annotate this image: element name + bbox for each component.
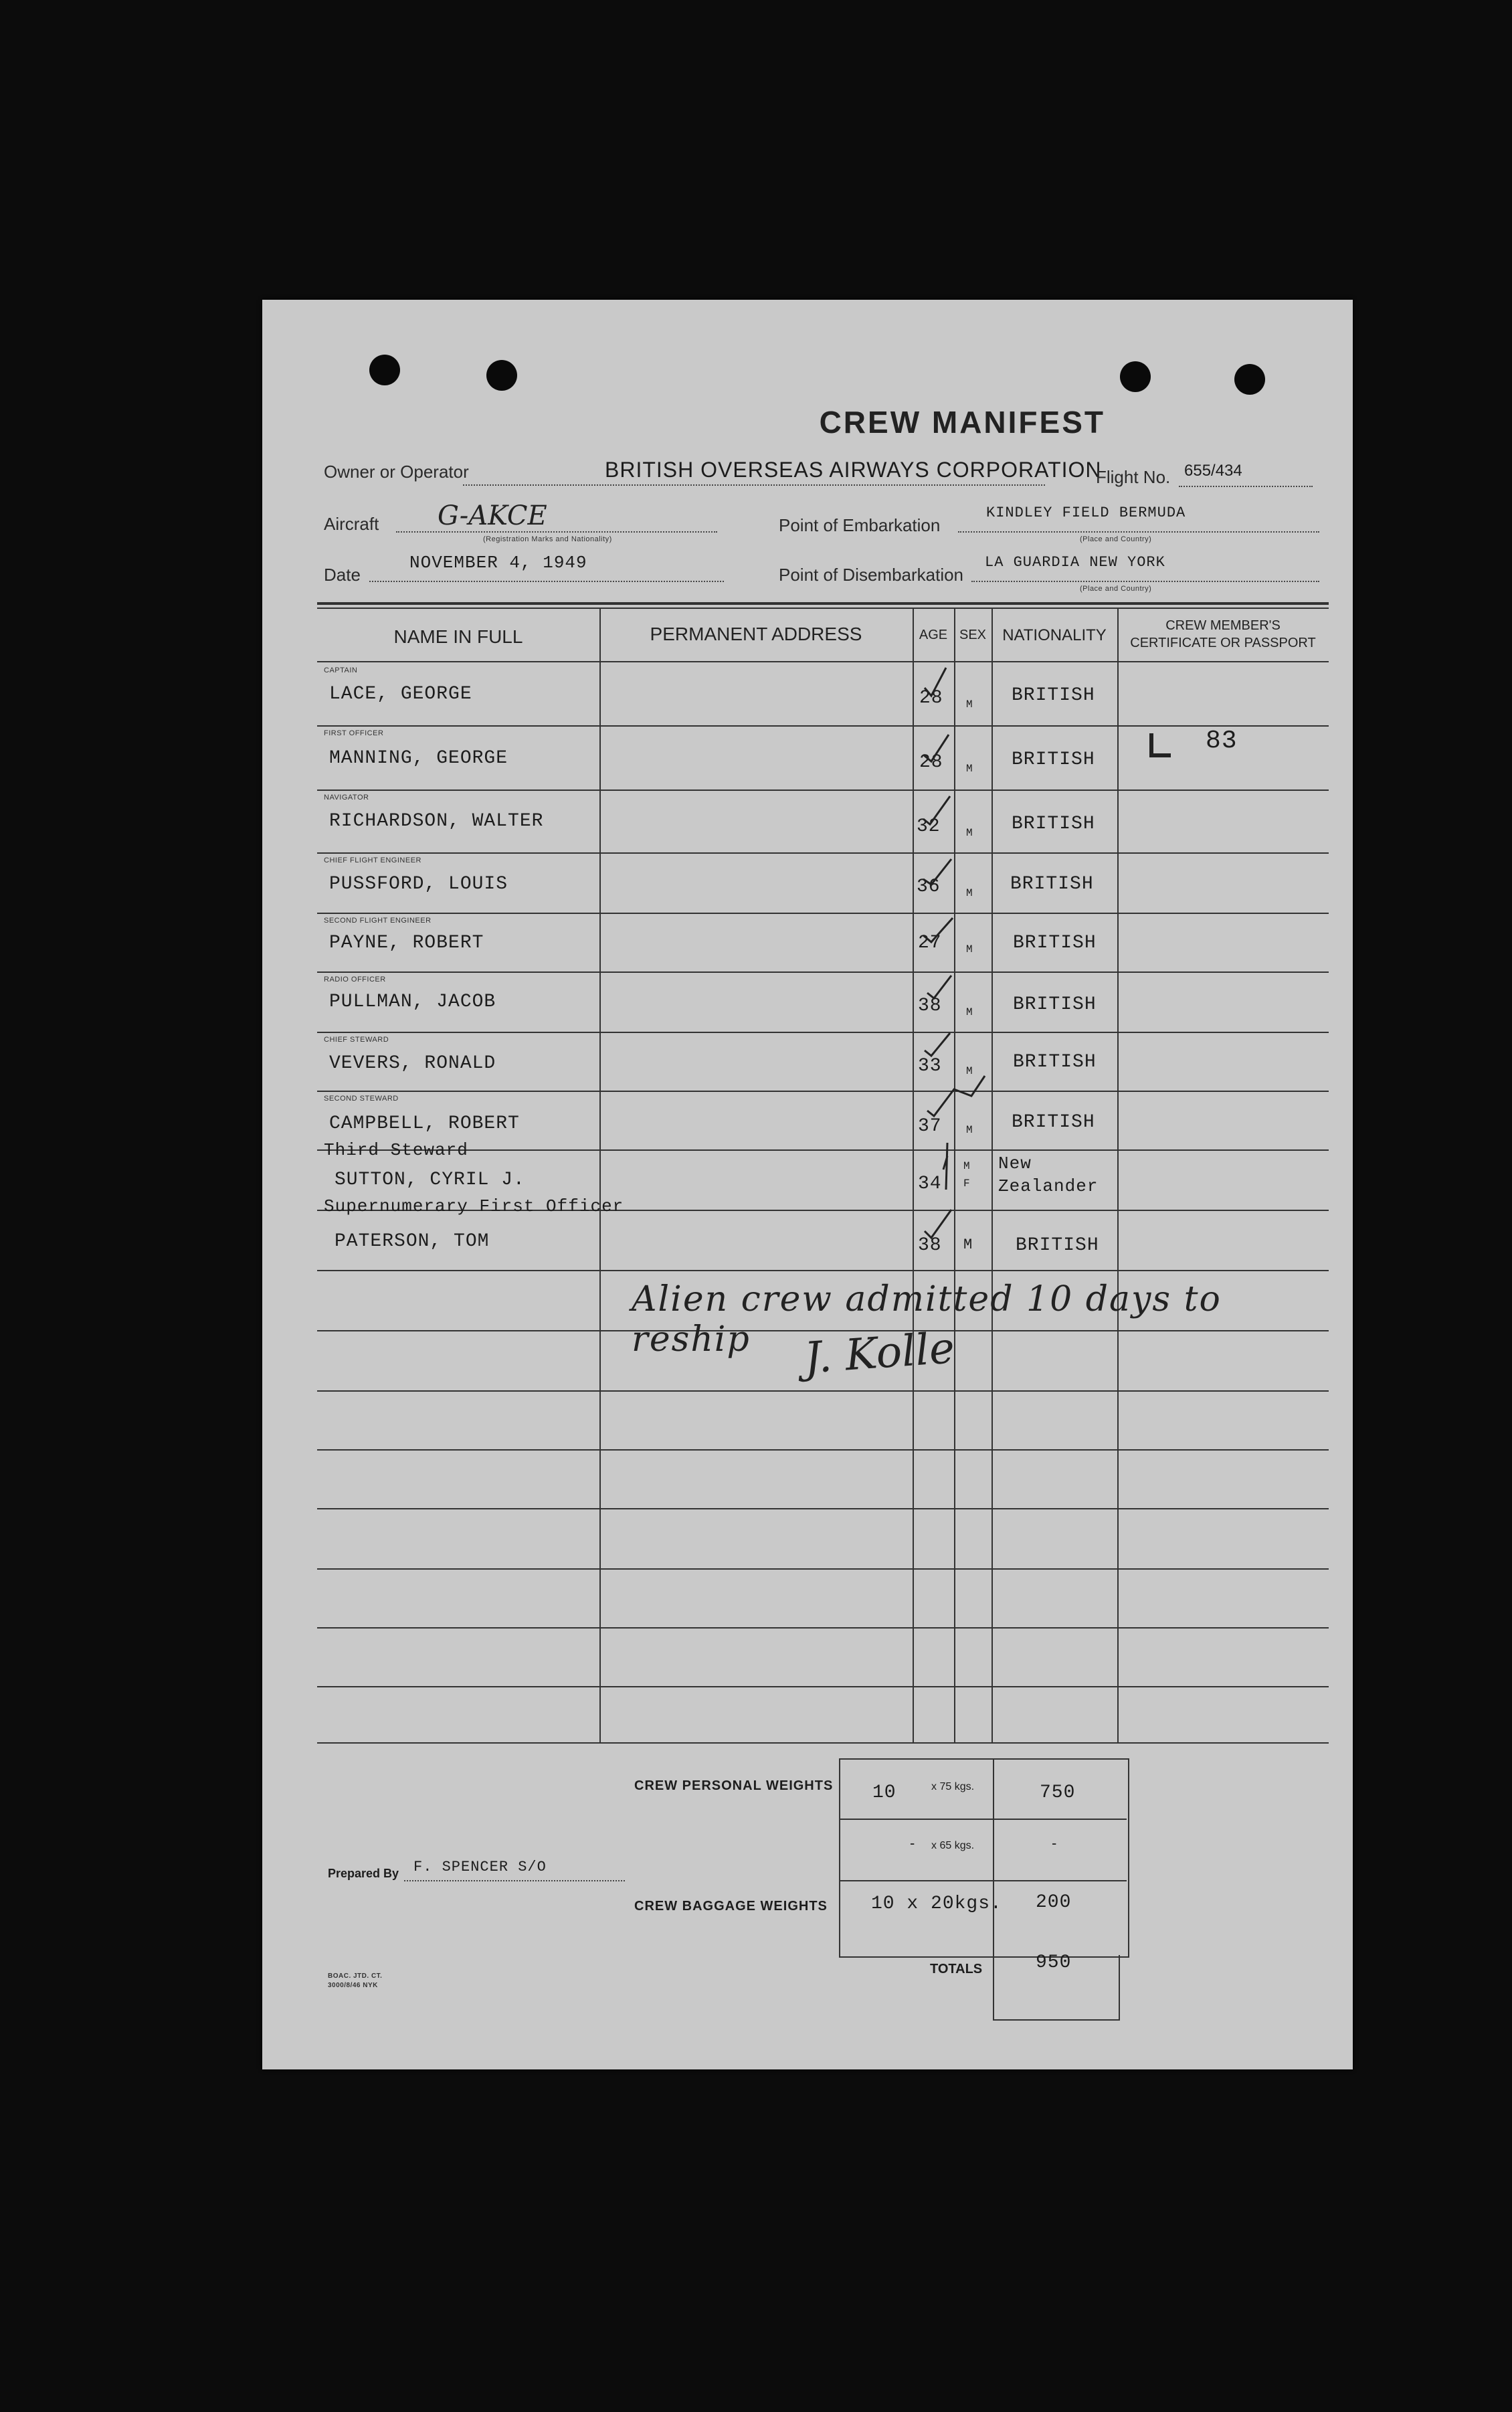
prepared-by-value: F. SPENCER S/O	[413, 1859, 547, 1875]
crew-role: Supernumerary First Officer	[324, 1196, 624, 1216]
crew-nationality: BRITISH	[1012, 1112, 1095, 1133]
crew-name: CAMPBELL, ROBERT	[329, 1113, 520, 1134]
row-rule	[317, 1270, 1329, 1271]
crew-role: NAVIGATOR	[324, 794, 369, 802]
weights-rule	[993, 2019, 1120, 2021]
row-rule	[317, 1032, 1329, 1033]
crew-nationality: BRITISH	[1012, 685, 1095, 706]
col-header-cert-1: CREW MEMBER'S	[1165, 618, 1281, 633]
flight-line	[1179, 486, 1313, 487]
crew-name: LACE, GEORGE	[329, 684, 472, 705]
totals-label: TOTALS	[930, 1962, 983, 1976]
row-rule	[317, 913, 1329, 914]
crew-name: VEVERS, RONALD	[329, 1053, 496, 1074]
prepared-line	[404, 1880, 625, 1881]
date-line	[369, 581, 724, 582]
crew-nationality: BRITISH	[1012, 749, 1095, 770]
crew-nationality: New Zealander	[998, 1153, 1099, 1196]
table-bottom-rule	[317, 1742, 1329, 1744]
table-top-rule	[317, 602, 1329, 605]
crew-nationality: BRITISH	[1010, 874, 1094, 895]
col-header-cert-2: CERTIFICATE OR PASSPORT	[1130, 636, 1316, 650]
col-header-nationality: NATIONALITY	[1002, 626, 1107, 644]
crew-role: FIRST OFFICER	[324, 729, 384, 737]
checkmark-marks	[905, 661, 1025, 1283]
crew-sex: M	[966, 763, 973, 775]
crew-nationality: BRITISH	[1013, 1052, 1097, 1073]
baggage-total: 200	[1036, 1892, 1072, 1913]
row-rule	[317, 971, 1329, 973]
crew-sex: M	[966, 1124, 973, 1136]
crew-name: PAYNE, ROBERT	[329, 933, 484, 953]
flight-label: Flight No.	[1096, 467, 1171, 487]
row-rule	[317, 1091, 1329, 1092]
row-rule	[317, 725, 1329, 727]
crew-role: SECOND FLIGHT ENGINEER	[324, 917, 432, 925]
punch-hole	[1234, 364, 1265, 395]
crew-role: SECOND STEWARD	[324, 1095, 399, 1103]
col-header-address: PERMANENT ADDRESS	[650, 624, 862, 644]
crew-nationality: BRITISH	[1016, 1235, 1099, 1256]
dash-total: -	[1052, 1835, 1057, 1851]
embark-value: KINDLEY FIELD BERMUDA	[986, 504, 1186, 521]
row-rule	[317, 1390, 1329, 1392]
crew-name: MANNING, GEORGE	[329, 748, 508, 769]
crew-age: 38	[918, 996, 942, 1016]
form-title: CREW MANIFEST	[819, 405, 1105, 440]
prepared-label: Prepared By	[328, 1867, 399, 1880]
header-bottom-rule	[317, 661, 1329, 662]
col-header-name: NAME IN FULL	[393, 626, 523, 647]
owner-line	[463, 484, 1045, 486]
certificate-stamp-icon	[1149, 733, 1171, 757]
crew-role: CHIEF FLIGHT ENGINEER	[324, 856, 421, 864]
disembark-label: Point of Disembarkation	[779, 565, 964, 585]
crew-age: 34	[918, 1174, 942, 1194]
date-label: Date	[324, 565, 361, 585]
crew-sex: M	[963, 1236, 973, 1253]
crew-name: PUSSFORD, LOUIS	[329, 874, 508, 895]
crew-role: CAPTAIN	[324, 666, 358, 674]
embark-caption: (Place and Country)	[1080, 535, 1152, 543]
crew-age: 32	[917, 816, 941, 837]
col-header-age: AGE	[919, 628, 948, 642]
crew-sex: M	[966, 827, 973, 839]
row-rule	[317, 1449, 1329, 1451]
embark-line	[958, 531, 1319, 533]
crew-nationality: BRITISH	[1012, 814, 1095, 834]
row-rule	[317, 1568, 1329, 1570]
form-code: 3000/8/46 NYK	[328, 1982, 378, 1989]
weights-rule	[839, 1819, 1127, 1820]
row-rule	[317, 1627, 1329, 1629]
owner-value: BRITISH OVERSEAS AIRWAYS CORPORATION	[605, 458, 1102, 482]
personal-count: 10	[872, 1782, 896, 1803]
aircraft-registration: G-AKCE	[438, 500, 547, 531]
row-rule	[317, 790, 1329, 791]
crew-nationality: BRITISH	[1013, 933, 1097, 953]
admission-annotation: Alien crew admitted 10 days to reship	[632, 1279, 1222, 1360]
crew-sex: M	[966, 1006, 973, 1018]
date-value: NOVEMBER 4, 1949	[409, 553, 587, 573]
crew-age: 28	[919, 752, 943, 773]
crew-age: 38	[918, 1235, 942, 1256]
disembark-value: LA GUARDIA NEW YORK	[985, 554, 1165, 571]
disembark-line	[971, 581, 1319, 582]
crew-age: 28	[919, 688, 943, 709]
disembark-caption: (Place and Country)	[1080, 585, 1152, 593]
aircraft-line	[396, 531, 717, 533]
form-code: BOAC. JTD. CT.	[328, 1972, 383, 1980]
flight-number: 655/434	[1184, 462, 1242, 480]
table-top-rule-2	[317, 608, 1329, 609]
row-rule	[317, 1508, 1329, 1509]
row-rule	[317, 1149, 1329, 1151]
row-rule	[317, 1686, 1329, 1687]
crew-role: Third Steward	[324, 1140, 468, 1160]
punch-hole	[486, 360, 517, 391]
col-divider	[599, 608, 601, 1742]
personal-rate: x 75 kgs.	[931, 1781, 975, 1792]
crew-sex: M	[966, 887, 973, 899]
crew-age: 36	[917, 876, 941, 897]
dash-rate: x 65 kgs.	[931, 1840, 975, 1851]
crew-name: PATERSON, TOM	[335, 1231, 490, 1252]
crew-sex: M	[966, 699, 973, 711]
weights-divider	[1119, 1955, 1120, 2019]
crew-role: CHIEF STEWARD	[324, 1036, 389, 1044]
crew-name: PULLMAN, JACOB	[329, 992, 496, 1012]
weights-divider	[993, 1758, 994, 2019]
weights-baggage-label: CREW BAGGAGE WEIGHTS	[634, 1899, 828, 1914]
crew-role: RADIO OFFICER	[324, 976, 386, 984]
punch-hole	[1120, 361, 1151, 392]
crew-sex: M	[966, 943, 973, 955]
punch-hole	[369, 355, 400, 385]
weights-personal-label: CREW PERSONAL WEIGHTS	[634, 1778, 834, 1793]
crew-age: 27	[918, 933, 942, 953]
crew-manifest-form	[262, 300, 1353, 2069]
dash-count: -	[910, 1835, 915, 1851]
crew-sex: M F	[963, 1160, 971, 1190]
crew-age: 37	[918, 1116, 942, 1137]
row-rule	[317, 852, 1329, 854]
embark-label: Point of Embarkation	[779, 515, 941, 535]
weights-rule	[839, 1880, 1127, 1881]
personal-total: 750	[1040, 1782, 1076, 1803]
crew-certificate: 83	[1206, 727, 1238, 755]
crew-name: RICHARDSON, WALTER	[329, 811, 544, 832]
crew-nationality: BRITISH	[1013, 994, 1097, 1015]
officer-signature: J. Kolle	[802, 1323, 957, 1384]
col-header-sex: SEX	[959, 628, 987, 642]
baggage-calc: 10 x 20kgs.	[871, 1893, 1002, 1914]
owner-label: Owner or Operator	[324, 462, 469, 482]
crew-sex: M	[966, 1065, 973, 1077]
crew-name: SUTTON, CYRIL J.	[335, 1170, 525, 1190]
crew-age: 33	[918, 1056, 942, 1077]
aircraft-caption: (Registration Marks and Nationality)	[483, 535, 612, 543]
totals-value: 950	[1036, 1952, 1072, 1973]
aircraft-label: Aircraft	[324, 514, 379, 534]
